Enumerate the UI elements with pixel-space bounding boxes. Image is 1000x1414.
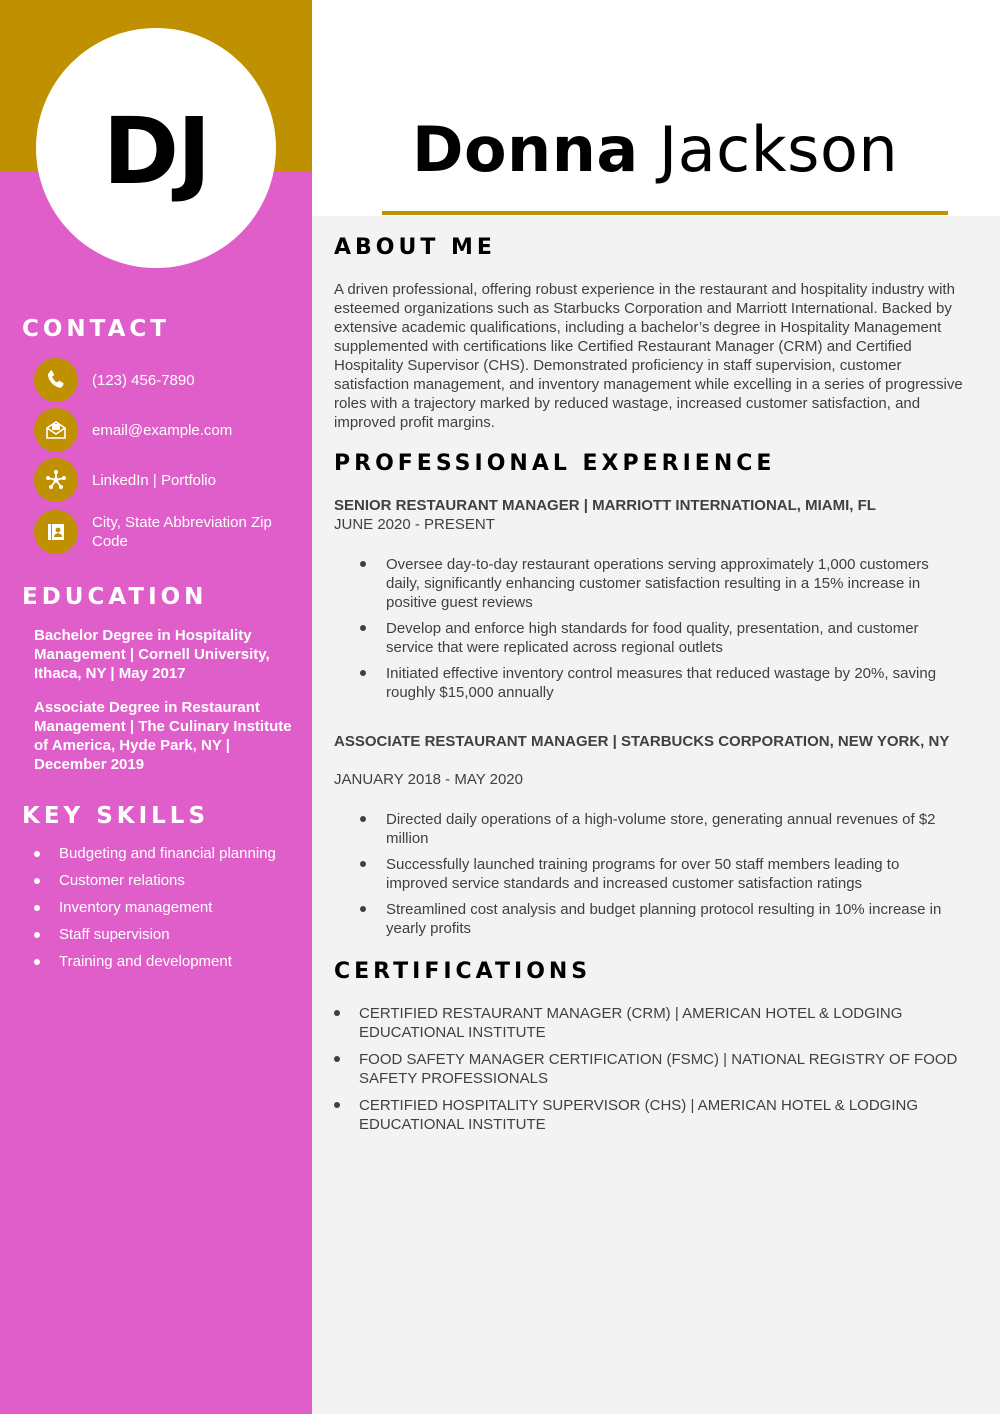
full-name bbox=[412, 110, 898, 190]
address-book-icon bbox=[34, 510, 78, 554]
envelope-icon bbox=[34, 408, 78, 452]
header-divider bbox=[382, 211, 948, 215]
job-bullet: Streamlined cost analysis and budget planning protocol resulting in 10% increase in yearly profits bbox=[360, 900, 964, 938]
links-text[interactable]: LinkedIn | Portfolio bbox=[92, 471, 216, 489]
about-heading: ABOUT ME bbox=[334, 235, 496, 260]
name-header bbox=[312, 0, 1000, 216]
skill-item: Budgeting and financial planning bbox=[34, 844, 276, 871]
skills-heading: KEY SKILLS bbox=[22, 803, 210, 829]
education-heading: EDUCATION bbox=[22, 584, 208, 610]
skills-list bbox=[34, 844, 276, 979]
certification-item: FOOD SAFETY MANAGER CERTIFICATION (FSMC) | NATIONAL REGISTRY OF FOOD SAFETY PROFESSIONALS bbox=[334, 1050, 964, 1088]
job-bullet: Oversee day-to-day restaurant operations serving approximately 1,000 customers daily, significantly enhancing customer satisfaction resulting in a 15% increase in positive guest reviews bbox=[360, 555, 964, 612]
last-name: Jackson bbox=[658, 113, 899, 186]
monogram-initials: DJ bbox=[102, 97, 210, 205]
monogram-avatar bbox=[36, 28, 276, 268]
job-dates: JUNE 2020 - PRESENT bbox=[334, 516, 495, 533]
job-bullet: Successfully launched training programs for over 50 staff members leading to improved service standards and increased customer satisfaction ratings bbox=[360, 855, 964, 893]
skill-item: Staff supervision bbox=[34, 925, 276, 952]
job-bullet: Initiated effective inventory control measures that reduced wastage by 20%, saving roughly $15,000 annually bbox=[360, 664, 964, 702]
contact-email bbox=[34, 408, 292, 452]
job-bullets bbox=[360, 555, 964, 709]
address-text: City, State Abbreviation Zip Code bbox=[92, 514, 272, 550]
contact-phone bbox=[34, 358, 292, 402]
job-bullet: Directed daily operations of a high-volume store, generating annual revenues of $2 million bbox=[360, 810, 964, 848]
skill-item: Training and development bbox=[34, 952, 276, 979]
contact-heading: CONTACT bbox=[22, 316, 170, 342]
phone-icon bbox=[34, 358, 78, 402]
network-icon bbox=[34, 458, 78, 502]
skill-item: Inventory management bbox=[34, 898, 276, 925]
job-bullets bbox=[360, 810, 964, 945]
contact-links bbox=[34, 458, 292, 502]
sidebar bbox=[0, 0, 312, 1414]
first-name: Donna bbox=[412, 113, 639, 186]
job-title: ASSOCIATE RESTAURANT MANAGER | STARBUCKS CORPORATION, NEW YORK, NY bbox=[334, 733, 950, 750]
education-item: Associate Degree in Restaurant Management | The Culinary Institute of America, Hyde Park, NY | December 2019 bbox=[34, 699, 292, 773]
certification-item: CERTIFIED HOSPITALITY SUPERVISOR (CHS) | AMERICAN HOTEL & LODGING EDUCATIONAL INSTITUTE bbox=[334, 1096, 964, 1134]
certifications-heading: CERTIFICATIONS bbox=[334, 959, 592, 984]
job-dates: JANUARY 2018 - MAY 2020 bbox=[334, 771, 523, 788]
skill-item: Customer relations bbox=[34, 871, 276, 898]
certifications-list bbox=[334, 1004, 964, 1142]
education-item: Bachelor Degree in Hospitality Management | Cornell University, Ithaca, NY | May 2017 bbox=[34, 627, 270, 682]
about-text: A driven professional, offering robust experience in the restaurant and hospitality industry with esteemed organizations such as Starbucks Corporation and Marriott International. Backed by extensive academic qualifications, including a bachelor’s degree in Hospitality Management supplemented with certifications like Certified Restaurant Manager (CRM) and Certified Hospitality Supervisor (CHS). Demonstrated proficiency in staff supervision, customer satisfaction management, and inventory management while excelling in a series of progressive roles with a trajectory marked by reduced wastage, increased customer satisfaction, and improved profit margins. bbox=[334, 281, 963, 431]
experience-heading: PROFESSIONAL EXPERIENCE bbox=[334, 451, 776, 476]
email-text[interactable]: email@example.com bbox=[92, 421, 233, 439]
job-title: SENIOR RESTAURANT MANAGER | MARRIOTT INTERNATIONAL, MIAMI, FL bbox=[334, 497, 876, 514]
phone-text[interactable]: (123) 456-7890 bbox=[92, 371, 195, 389]
job-bullet: Develop and enforce high standards for food quality, presentation, and customer service that were replicated across regional outlets bbox=[360, 619, 964, 657]
contact-address bbox=[34, 510, 292, 554]
certification-item: CERTIFIED RESTAURANT MANAGER (CRM) | AMERICAN HOTEL & LODGING EDUCATIONAL INSTITUTE bbox=[334, 1004, 964, 1042]
